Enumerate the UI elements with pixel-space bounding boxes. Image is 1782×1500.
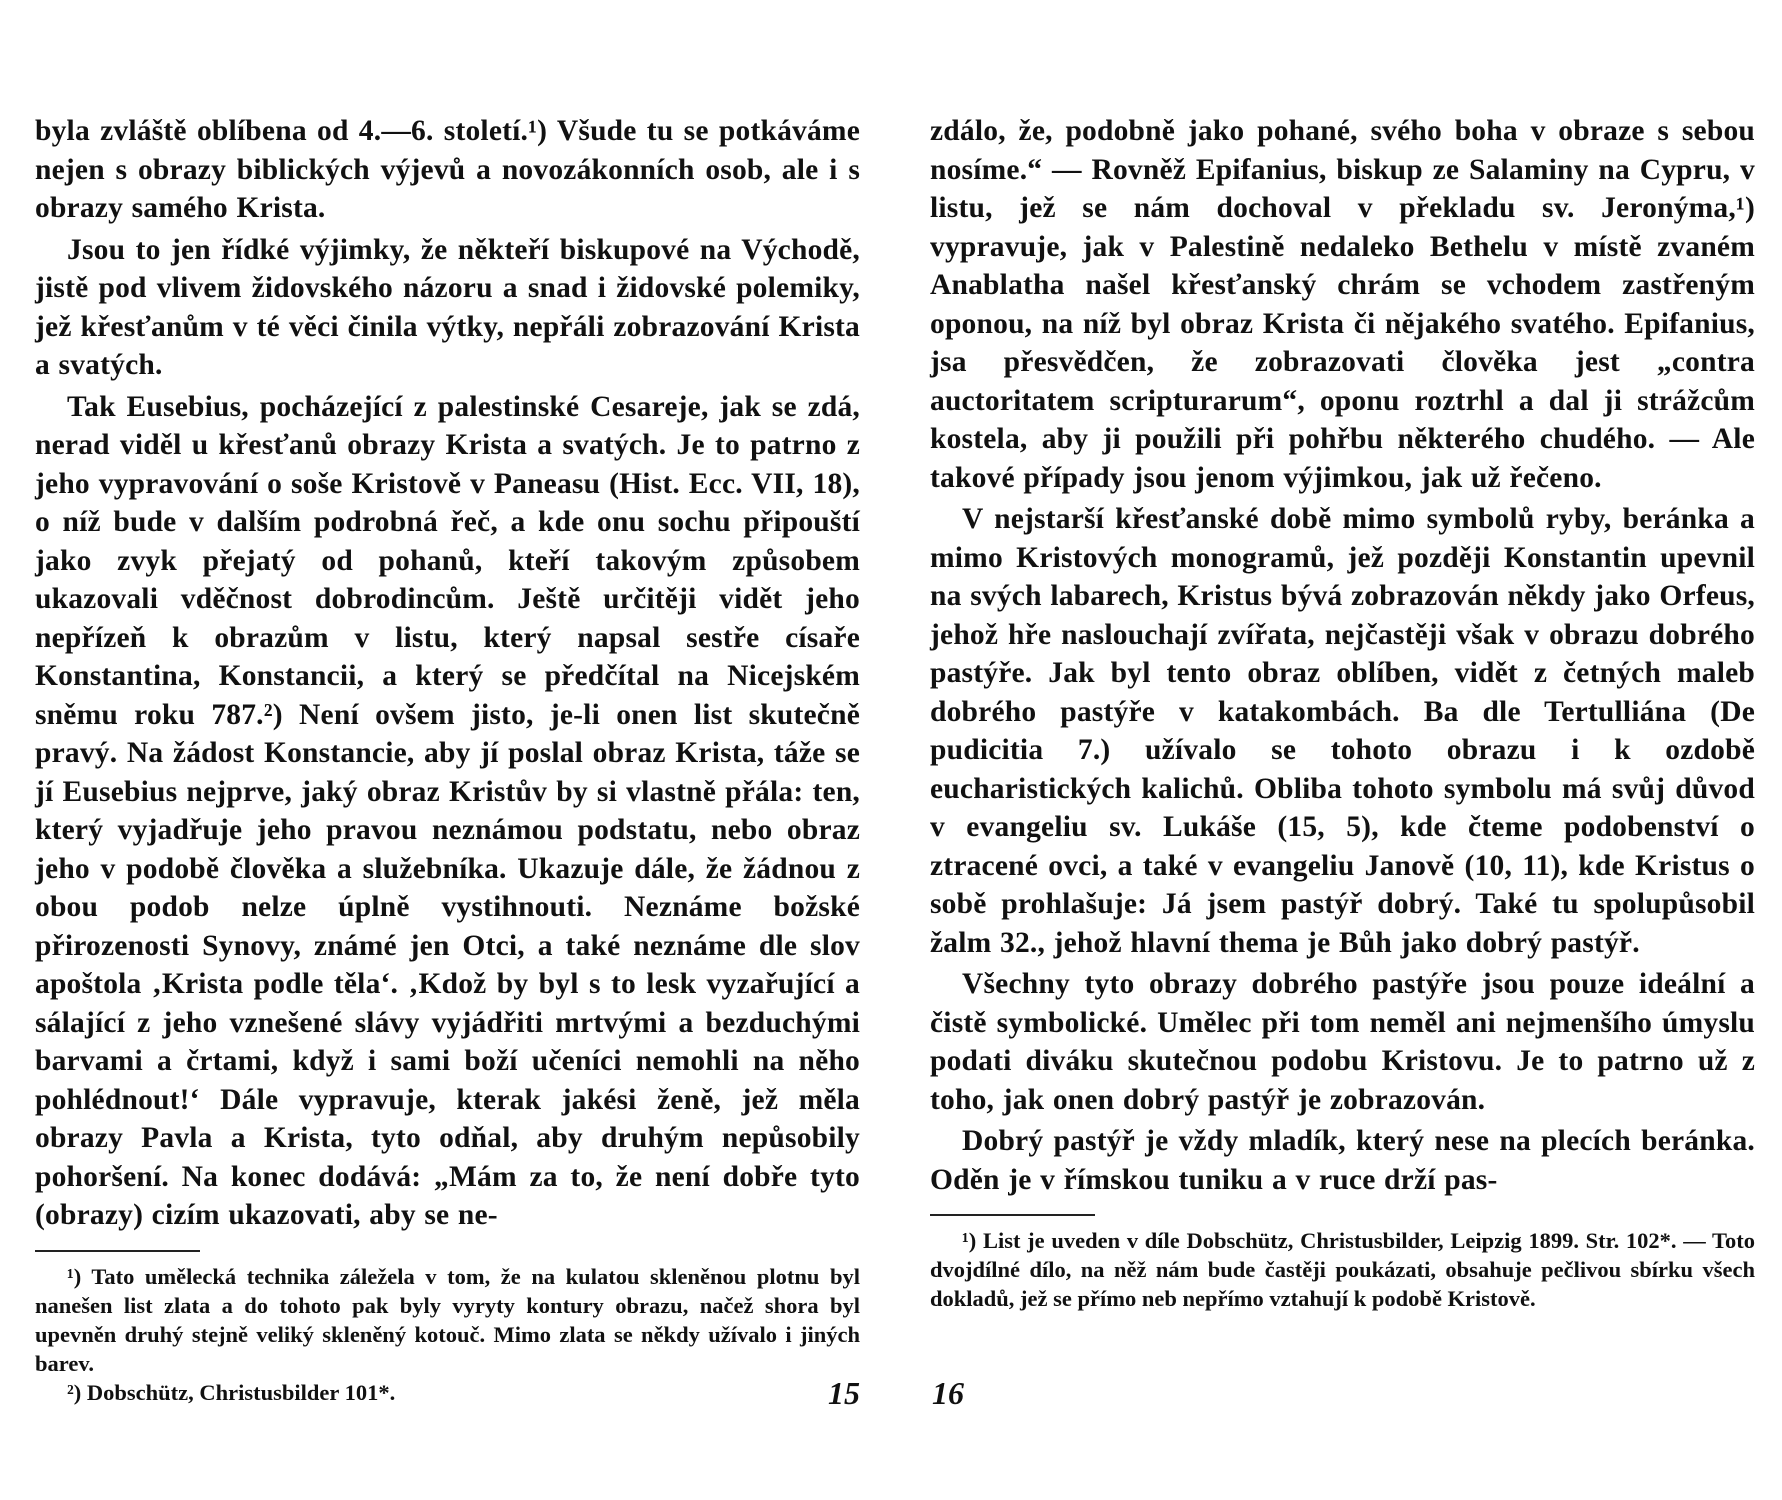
left-page — [35, 112, 860, 1407]
paragraph: Tak Eusebius, pocházející z palestinské Cesareje, jak se zdá, nerad viděl u křesťanů obrazy Krista a svatých. Je to patrno z jeho vypravování o soše Kristově v Paneasu (Hist. Ecc. VII, 18), o níž bude v dalším podrobná řeč, a kde onu sochu připouští jako zvyk přejatý od pohanů, kteří takovým způsobem ukazovali vděčnost dobrodincům. Ještě určitěji vidět jeho nepřízeň k obrazům v listu, který napsal sestře císaře Konstantina, Konstancii, a který se předčítal na Nicejském sněmu roku 787.²) Není ovšem jisto, je-li onen list skutečně pravý. Na žádost Konstancie, aby jí poslal obraz Krista, táže se jí Eusebius nejprve, jaký obraz Kristův by si vlastně přála: ten, který vyjadřuje jeho pravou neznámou podstatu, nebo obraz jeho v podobě člověka a služebníka. Ukazuje dále, že žádnou z obou podob nelze úplně vystihnouti. Neznáme božské přirozenosti Synovy, známé jen Otci, a také neznáme dle slov apoštola ‚Krista podle těla‘. ‚Kdož by byl s to lesk vyzařující a sálající z jeho vznešené slávy vyjádřiti mrtvými a bezduchými barvami a črtami, když i sami boží učeníci nemohli na něho pohlédnout!‘ Dále vypravuje, kterak jakési ženě, jež měla obrazy Pavla a Krista, tyto odňal, aby druhým nepůsobily pohoršení. Na konec dodává: „Mám za to, že není dobře tyto (obrazy) cizím ukazovati, aby se ne- — [35, 390, 860, 1231]
footnote-divider — [930, 1214, 1095, 1216]
paragraph: Dobrý pastýř je vždy mladík, který nese na plecích beránka. Oděn je v římskou tuniku a v ruce drží pas- — [930, 1125, 1755, 1196]
page-number-left: 15 — [828, 1375, 860, 1411]
footnote: ²) Dobschütz, Christusbilder 101*. — [67, 1379, 396, 1405]
right-page-body — [930, 112, 1755, 1199]
right-page-footnotes — [930, 1226, 1755, 1313]
footnote-divider — [35, 1250, 200, 1252]
footnote: ¹) Tato umělecká technika záležela v tom, že na kulatou skleněnou plotnu byl nanešen list zlata a do tohoto pak byly vyryty kontury obrazu, načež shora byl upevněn druhý stejně veliký skleněný kotouč. Mimo zlata se někdy užívalo i jiných barev. — [35, 1263, 860, 1376]
left-page-body — [35, 112, 860, 1235]
footnote: ¹) List je uveden v díle Dobschütz, Christusbilder, Leipzig 1899. Str. 102*. — Toto dvojdílné dílo, na něž nám bude častěji poukázati, obsahuje pečlivou sbírku všech dokladů, jež se přímo neb nepřímo vztahují k podobě Kristově. — [930, 1228, 1755, 1311]
page-number-right: 16 — [932, 1375, 964, 1411]
left-page-footnotes — [35, 1262, 860, 1407]
right-page — [930, 112, 1755, 1313]
paragraph: Jsou to jen řídké výjimky, že někteří biskupové na Východě, jistě pod vlivem židovského názoru a snad i židovské polemiky, jež křesťanům v té věci činila výtky, nepřáli zobrazování Krista a svatých. — [35, 233, 860, 381]
paragraph: V nejstarší křesťanské době mimo symbolů ryby, beránka a mimo Kristových monogramů, jež později Konstantin upevnil na svých labarech, Kristus bývá zobrazován někdy jako Orfeus, jehož hře naslouchají zvířata, nejčastěji však v obrazu dobrého pastýře. Jak byl tento obraz oblíben, vidět z četných maleb dobrého pastýře v katakombách. Ba dle Tertulliána (De pudicitia 7.) užívalo se tohoto obrazu i k ozdobě eucharistických kalichů. Obliba tohoto symbolu má svůj důvod v evangeliu sv. Lukáše (15, 5), kde čteme podobenství o ztracené ovci, a také v evangeliu Janově (10, 11), kde Kristus o sobě prohlašuje: Já jsem pastýř dobrý. Také tu spolupůsobil žalm 32., jehož hlavní thema je Bůh jako dobrý pastýř. — [930, 503, 1755, 959]
paragraph: Všechny tyto obrazy dobrého pastýře jsou pouze ideální a čistě symbolické. Umělec při tom neměl ani nejmenšího úmyslu podati diváku skutečnou podobu Kristovu. Je to patrno už z toho, jak onen dobrý pastýř je zobrazován. — [930, 968, 1755, 1116]
paragraph: byla zvláště oblíbena od 4.—6. století.¹) Všude tu se potkáváme nejen s obrazy biblických výjevů a novozákonních osob, ale i s obrazy samého Krista. — [35, 115, 860, 224]
paragraph: zdálo, že, podobně jako pohané, svého boha v obraze s sebou nosíme.“ — Rovněž Epifanius, biskup ze Salaminy na Cypru, v listu, jež se nám dochoval v překladu sv. Jeronýma,¹) vypravuje, jak v Palestině nedaleko Bethelu v místě zvaném Anablatha našel křesťanský chrám se vchodem zastřeným oponou, na níž byl obraz Krista či nějakého svatého. Epifanius, jsa přesvědčen, že zobrazovati člověka jest „contra auctoritatem scripturarum“, oponu roztrhl a dal ji strážcům kostela, aby ji použili při pohřbu některého chudého. — Ale takové případy jsou jenom výjimkou, jak už řečeno. — [930, 115, 1755, 494]
